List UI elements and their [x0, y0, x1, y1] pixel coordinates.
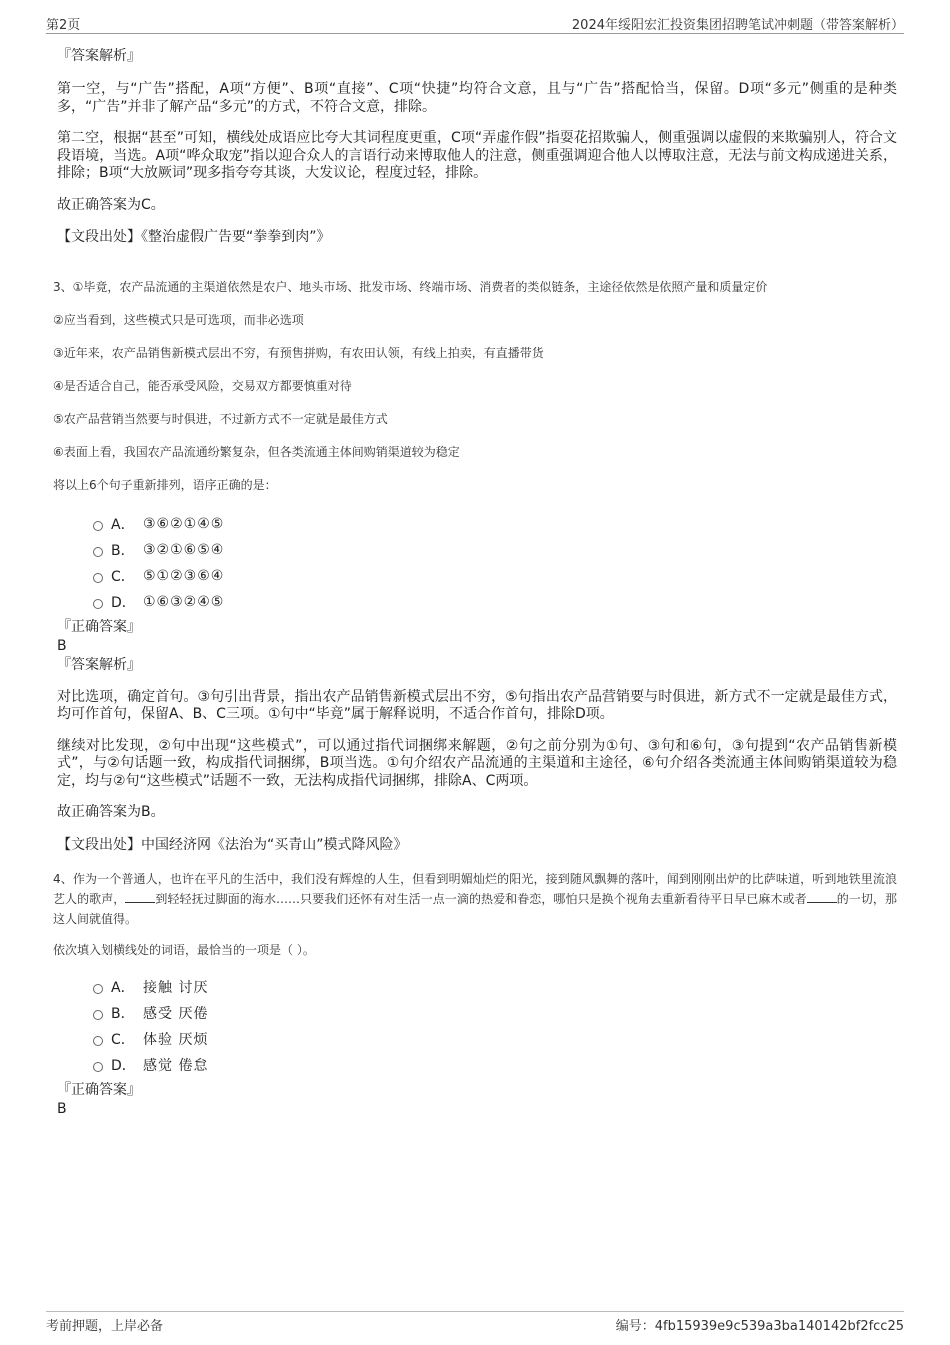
- q4-stem: [53, 869, 897, 929]
- page-content: [53, 46, 897, 1119]
- q4-blank-2: [807, 891, 837, 903]
- q3-source: 【文段出处】中国经济网《法治为“买青山”模式降风险》: [57, 836, 408, 853]
- q3-options: [93, 511, 897, 615]
- q4-stem-part-2: 到轻轻抚过脚面的海水……只要我们还怀有对生活一点一滴的热爱和眷恋，哪怕只是换个视角去重新看待平日早已麻木或者: [155, 892, 807, 906]
- radio-button[interactable]: [93, 547, 103, 557]
- q3-sentence-3: ③近年来，农产品销售新模式层出不穷，有预售拼购，有农田认领，有线上拍卖，有直播带货: [53, 345, 544, 360]
- q4-option-b[interactable]: [93, 1000, 897, 1026]
- radio-button[interactable]: [93, 1062, 103, 1072]
- q3-sentence-2: ②应当看到，这些模式只是可选项，而非必选项: [53, 312, 304, 327]
- page-footer: [46, 1311, 904, 1334]
- q3-option-d[interactable]: [93, 589, 897, 615]
- q3-sentence-5: ⑤农产品营销当然要与时俱进，不过新方式不一定就是最佳方式: [53, 411, 388, 426]
- page-header: [46, 14, 904, 34]
- q3-option-c[interactable]: [93, 563, 897, 589]
- option-key: C．: [111, 1032, 135, 1048]
- q3-sentence-4: ④是否适合自己，能否承受风险，交易双方都要慎重对待: [53, 378, 352, 393]
- radio-button[interactable]: [93, 599, 103, 609]
- q3-answer: B: [57, 637, 67, 654]
- q3-conclusion: 故正确答案为B。: [57, 804, 165, 820]
- radio-button[interactable]: [93, 573, 103, 583]
- q3-answer-title: 『正确答案』: [57, 618, 141, 635]
- q2-analysis-p1: 第一空，与“广告”搭配，A项“方便”、B项“直接”、C项“快捷”均符合文意，且与“广告”搭配恰当，保留。D项“多元”侧重的是种类多，“广告”并非了解产品“多元”的方式，不符合文意，排除。: [57, 81, 897, 115]
- q3-analysis-p2: 继续对比发现，②句中出现“这些模式”，可以通过指代词捆绑来解题，②句之前分别为①句、③句和⑥句，③句提到“农产品销售新模式”，与②句话题一致，构成指代词捆绑，B项当选。①句介绍农产品流通的主渠道和主途径，⑥句介绍各类流通主体间购销渠道较为稳定，均与②句“这些模式”话题不一致，无法构成指代词捆绑，排除A、C两项。: [57, 737, 897, 789]
- q4-answer: B: [57, 1101, 67, 1117]
- q3-option-b[interactable]: [93, 537, 897, 563]
- q4-option-c[interactable]: [93, 1026, 897, 1052]
- q4-prompt: 依次填入划横线处的词语，最恰当的一项是（ ）。: [53, 943, 315, 957]
- option-text: ③⑥②①④⑤: [143, 515, 225, 532]
- option-text: ⑤①②③⑥④: [143, 567, 225, 584]
- q4-option-a[interactable]: [93, 974, 897, 1000]
- option-text: 感受 厌倦: [143, 1006, 209, 1022]
- option-text: 接触 讨厌: [143, 980, 209, 996]
- document-title: 2024年绥阳宏汇投资集团招聘笔试冲刺题（带答案解析）: [571, 18, 904, 33]
- footer-slogan: 考前押题，上岸必备: [46, 1319, 164, 1334]
- page-number: 第2页: [46, 18, 81, 33]
- q4-option-d[interactable]: [93, 1052, 897, 1078]
- q3-prompt: 将以上6个句子重新排列，语序正确的是：: [53, 477, 277, 492]
- option-text: ③②①⑥⑤④: [143, 541, 225, 558]
- q3-sentence-1: 3、①毕竟，农产品流通的主渠道依然是农户、地头市场、批发市场、终端市场、消费者的类似链条，主途径依然是依照产量和质量定价: [53, 279, 768, 294]
- q3-sentence-6: ⑥表面上看，我国农产品流通纷繁复杂，但各类流通主体间购销渠道较为稳定: [53, 444, 460, 459]
- option-key: D．: [111, 1058, 136, 1074]
- option-text: 感觉 倦怠: [143, 1058, 209, 1074]
- q2-analysis-title: 『答案解析』: [57, 48, 141, 64]
- q4-blank-1: [125, 891, 155, 903]
- option-key: B．: [111, 1006, 135, 1022]
- q4-options: [93, 974, 897, 1078]
- q4-stem-part-1: 4、作为一个普通人，也许在平凡的生活中，我们没有辉煌的人生，但看到明媚灿烂的阳光，接到随风飘舞的落叶，闻到刚刚出炉的比萨味道，听到地铁里流浪艺人的歌声，: [53, 872, 897, 906]
- option-text: ①⑥③②④⑤: [143, 593, 225, 610]
- radio-button[interactable]: [93, 1036, 103, 1046]
- q3-analysis-p1: 对比选项，确定首句。③句引出背景，指出农产品销售新模式层出不穷，⑤句指出农产品营销要与时俱进，新方式不一定就是最佳方式，均可作首句，保留A、B、C三项。①句中“毕竟”属于解释说明，不适合作首句，排除D项。: [57, 688, 897, 722]
- q3-option-a[interactable]: [93, 511, 897, 537]
- radio-button[interactable]: [93, 984, 103, 994]
- option-key: A．: [111, 980, 135, 996]
- question-4: [53, 869, 897, 1078]
- q2-analysis-p2: 第二空，根据“甚至”可知，横线处成语应比夸大其词程度更重，C项“弄虚作假”指耍花招欺骗人，侧重强调以虚假的来欺骗别人，符合文段语境，当选。A项“哗众取宠”指以迎合众人的言语行动来博取他人的注意，侧重强调迎合他人以博取注意，无法与前文构成递进关系，排除；B项“大放厥词”现多指夸夸其谈，大发议论，程度过轻，排除。: [57, 130, 897, 181]
- q4-answer-title: 『正确答案』: [57, 1082, 141, 1098]
- question-3: [53, 277, 897, 615]
- q3-analysis-title: 『答案解析』: [57, 656, 141, 673]
- option-text: 体验 厌烦: [143, 1032, 209, 1048]
- q2-source: 【文段出处】《整治虚假广告要“拳拳到肉”》: [57, 229, 331, 245]
- footer-id: 编号：4fb15939e9c539a3ba140142bf2fcc25: [615, 1319, 904, 1334]
- option-key: B．: [111, 542, 135, 559]
- option-key: A．: [111, 516, 135, 533]
- option-key: C．: [111, 568, 135, 585]
- q2-conclusion: 故正确答案为C。: [57, 196, 165, 213]
- option-key: D．: [111, 594, 136, 611]
- radio-button[interactable]: [93, 1010, 103, 1020]
- q4-stem-part-3: 的一切，那这人间就值得。: [53, 892, 897, 926]
- radio-button[interactable]: [93, 521, 103, 531]
